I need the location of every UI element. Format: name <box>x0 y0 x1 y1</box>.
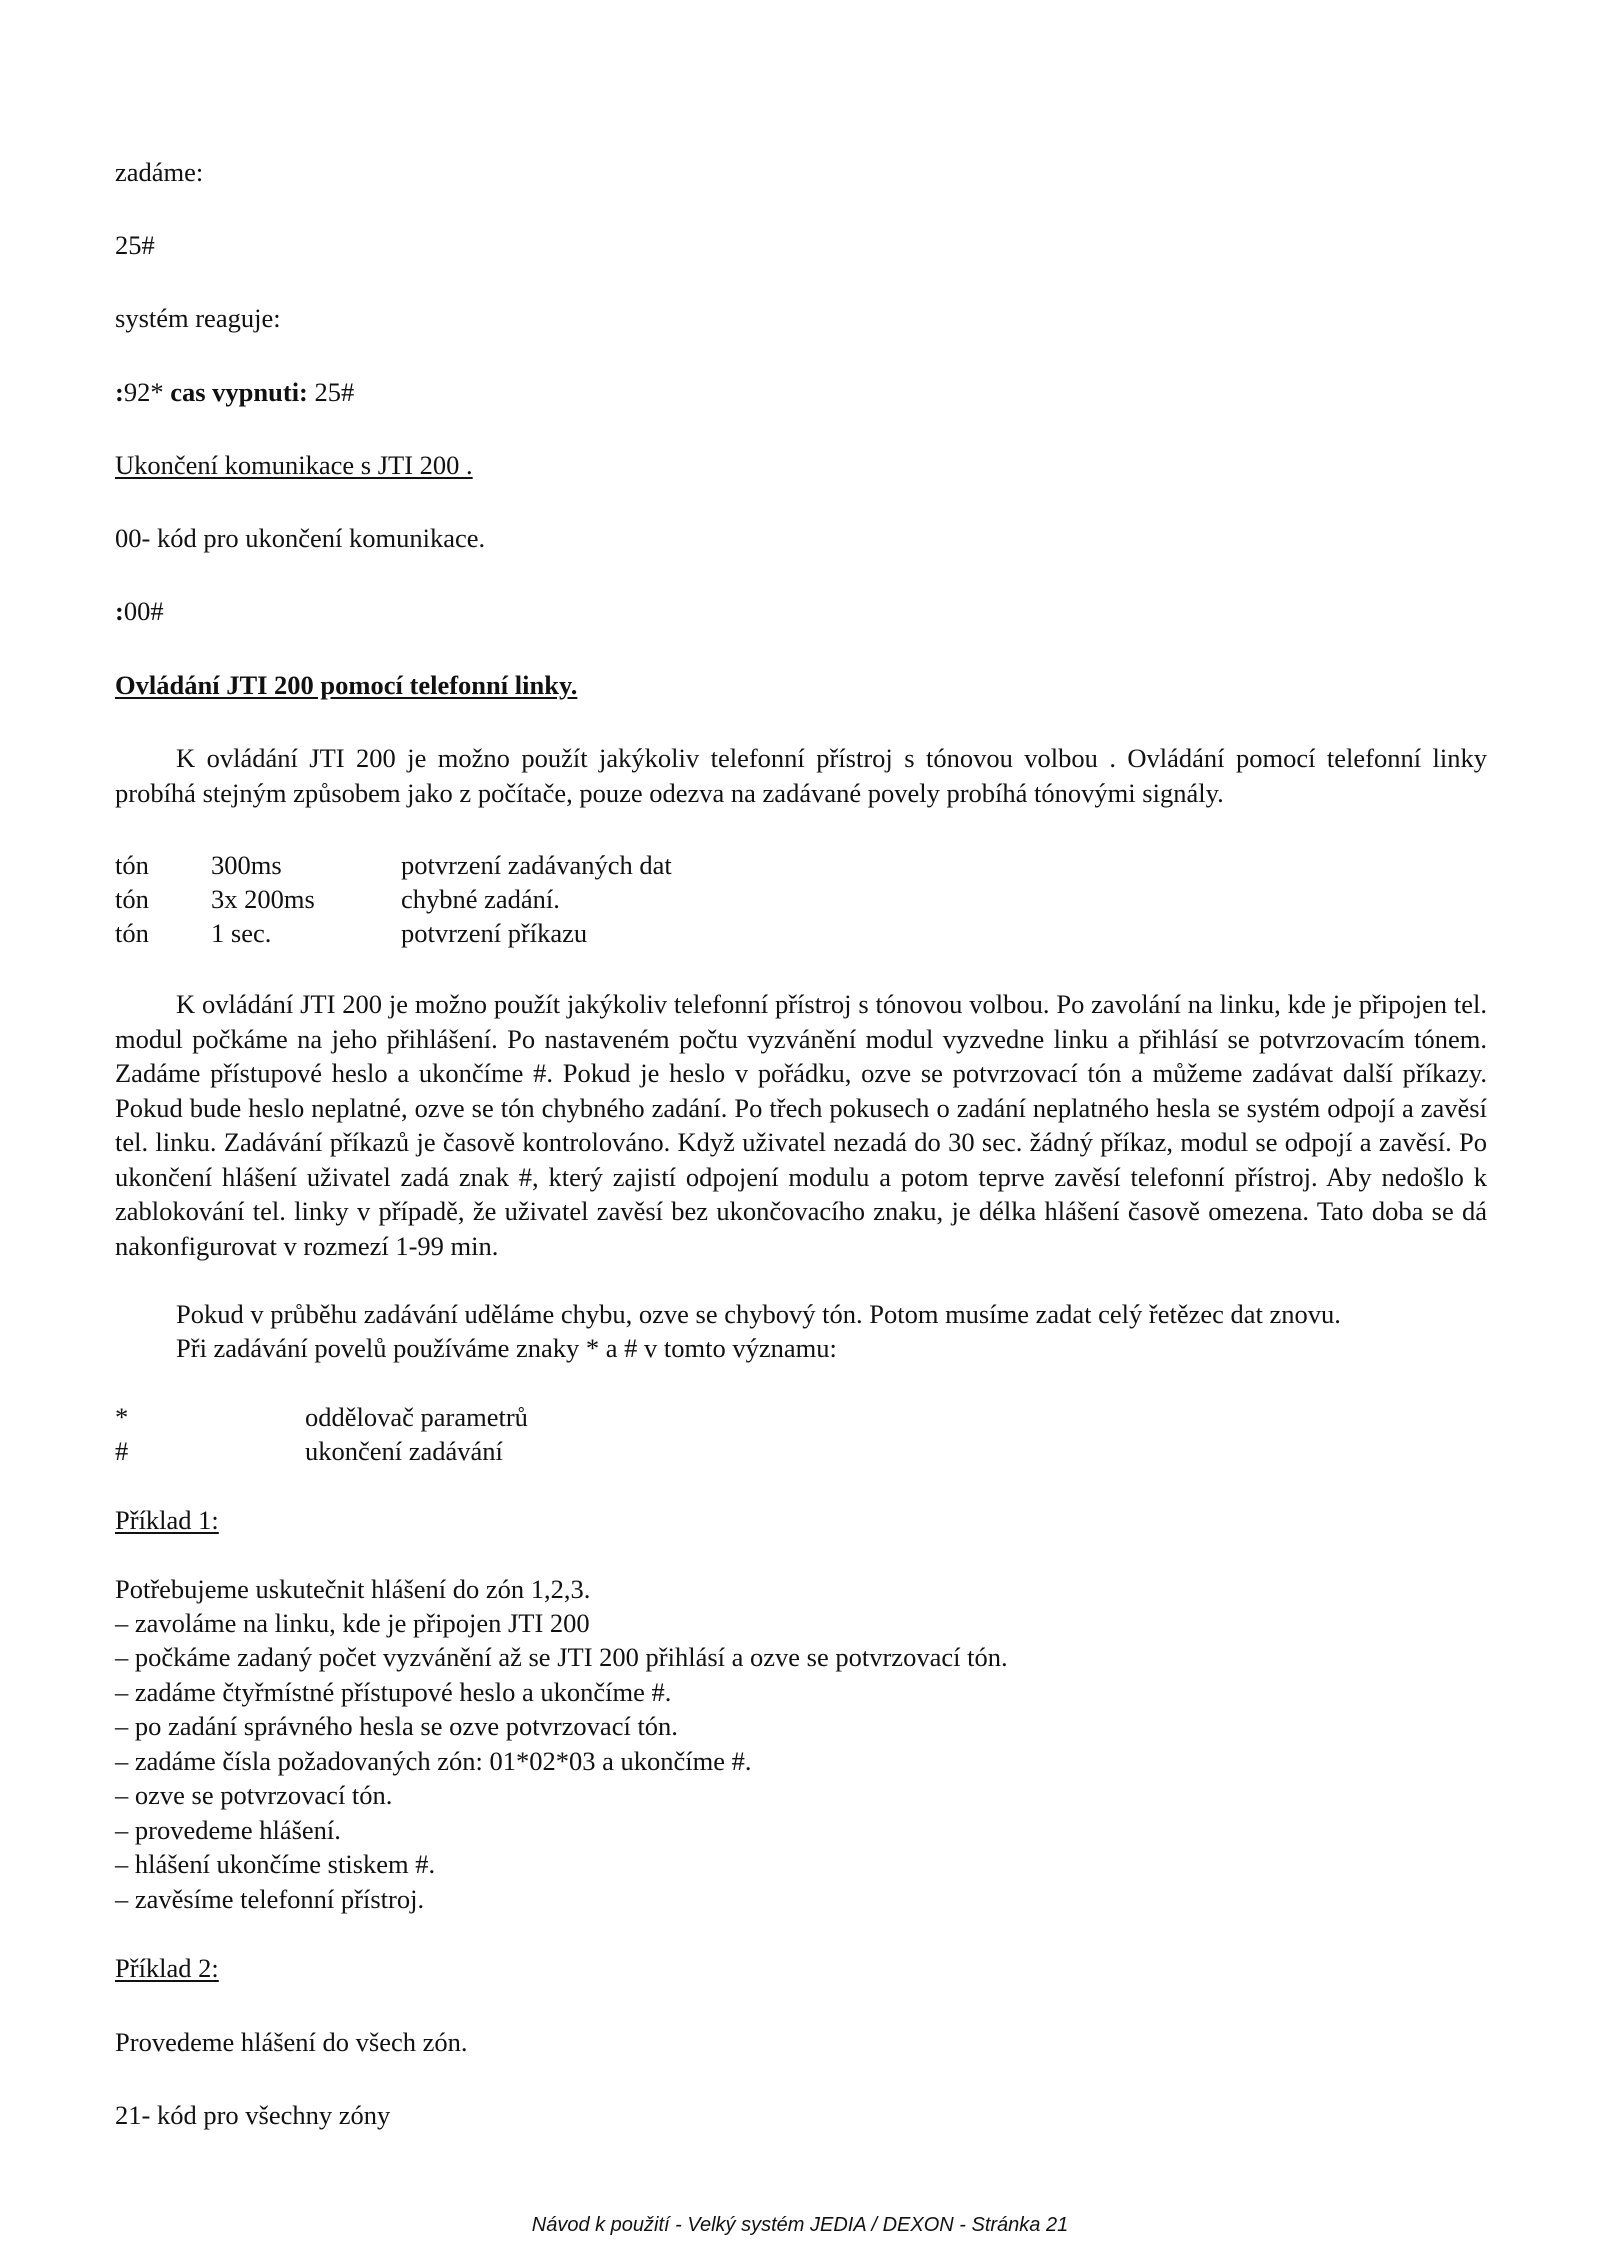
intro-paragraph: K ovládání JTI 200 je možno použít jakýkoliv telefonní přístroj s tónovou volbou . Ovládání pomocí telefonní linky probíhá stejným způsobem jako z počítače, pouze odezva na zadávané povely probíhá tónovými signály. <box>115 743 1487 808</box>
text-value: 25# <box>115 230 155 260</box>
response-prefix: : <box>115 377 124 407</box>
tone-meaning: potvrzení zadávaných dat <box>401 850 672 880</box>
symbol-char: # <box>115 1436 129 1466</box>
main-paragraph: K ovládání JTI 200 je možno použít jakýkoliv telefonní přístroj s tónovou volbou. Po zavolání na linku, kde je připojen tel. modul počkáme na jeho přihlášení. Po nastaveném počtu vyzvánění modul vyzvedne linku a přihlásí se potvrzovacím tónem. Zadáme přístupové heslo a ukončíme #. Pokud je heslo v pořádku, ozve se potvrzovací tón a můžeme zadávat další příkazy. Pokud bude heslo neplatné, ozve se tón chybného zadání. Po třech pokusech o zadání neplatného hesla se systém odpojí a zavěsí tel. linku. Zadávání příkazů je časově kontrolováno. Když uživatel nezadá do 30 sec. žádný příkaz, modul se odpojí a zavěsí. Po ukončení hlášení uživatel zadá znak #, který zajistí odpojení modulu a potom teprve zavěsí telefonní přístroj. Aby nedošlo k zablokování tel. linky v případě, že uživatel zavěsí bez ukončovacího znaku, je délka hlášení časově omezena. Tato doba se dá nakonfigurovat v rozmezí 1-99 min. <box>115 989 1487 1261</box>
list-item: – zadáme čtyřmístné přístupové heslo a ukončíme #. <box>115 1677 672 1707</box>
list-item: – po zadání správného hesla se ozve potvrzovací tón. <box>115 1711 678 1741</box>
example1-intro: Potřebujeme uskutečnit hlášení do zón 1,2,3. <box>115 1574 591 1604</box>
response-label: cas vypnuti: <box>170 377 308 407</box>
tone-label: tón <box>115 850 149 880</box>
end-command-code: 00# <box>123 596 164 626</box>
example2-code: 21- kód pro všechny zóny <box>115 2100 391 2130</box>
page-footer: Návod k použití - Velký systém JEDIA / DEXON - Stránka 21 <box>531 2214 1069 2236</box>
example1-heading: Příklad 1: <box>115 1505 219 1535</box>
tone-meaning: chybné zadání. <box>401 884 560 914</box>
example2-intro: Provedeme hlášení do všech zón. <box>115 2027 468 2057</box>
example2-heading: Příklad 2: <box>115 1953 219 1983</box>
symbol-char: * <box>115 1402 129 1432</box>
error-paragraph: Pokud v průběhu zadávání uděláme chybu, ozve se chybový tón. Potom musíme zadat celý řetězec dat znovu. <box>176 1299 1341 1329</box>
list-item: – hlášení ukončíme stiskem #. <box>115 1849 436 1879</box>
response-value: 25# <box>307 377 355 407</box>
symbol-meaning: oddělovač parametrů <box>305 1402 528 1432</box>
tone-meaning: potvrzení příkazu <box>401 918 588 948</box>
tone-duration: 300ms <box>211 850 282 880</box>
tone-label: tón <box>115 918 149 948</box>
response-code: 92* <box>123 377 171 407</box>
list-item: – zavěsíme telefonní přístroj. <box>115 1884 425 1914</box>
list-item: – zavoláme na linku, kde je připojen JTI 200 <box>115 1608 590 1638</box>
end-command-prefix: : <box>115 596 124 626</box>
symbols-intro: Při zadávání povelů používáme znaky * a # v tomto významu: <box>176 1333 837 1363</box>
list-item: – zadáme čísla požadovaných zón: 01*02*03 a ukončíme #. <box>115 1746 752 1776</box>
list-item: – počkáme zadaný počet vyzvánění až se JTI 200 přihlásí a ozve se potvrzovací tón. <box>115 1642 1008 1672</box>
tone-duration: 3x 200ms <box>211 884 315 914</box>
symbol-meaning: ukončení zadávání <box>305 1436 503 1466</box>
end-code-description: 00- kód pro ukončení komunikace. <box>115 523 486 553</box>
end-communication-heading: Ukončení komunikace s JTI 200 . <box>115 450 473 480</box>
tone-label: tón <box>115 884 149 914</box>
text-zadame: zadáme: <box>115 157 204 187</box>
system-response <box>115 375 354 409</box>
end-command <box>115 594 164 628</box>
tone-duration: 1 sec. <box>211 918 272 948</box>
list-item: – provedeme hlášení. <box>115 1815 341 1845</box>
list-item: – ozve se potvrzovací tón. <box>115 1780 393 1810</box>
text-system-reaguje: systém reaguje: <box>115 303 281 333</box>
section-heading: Ovládání JTI 200 pomocí telefonní linky. <box>115 670 578 700</box>
